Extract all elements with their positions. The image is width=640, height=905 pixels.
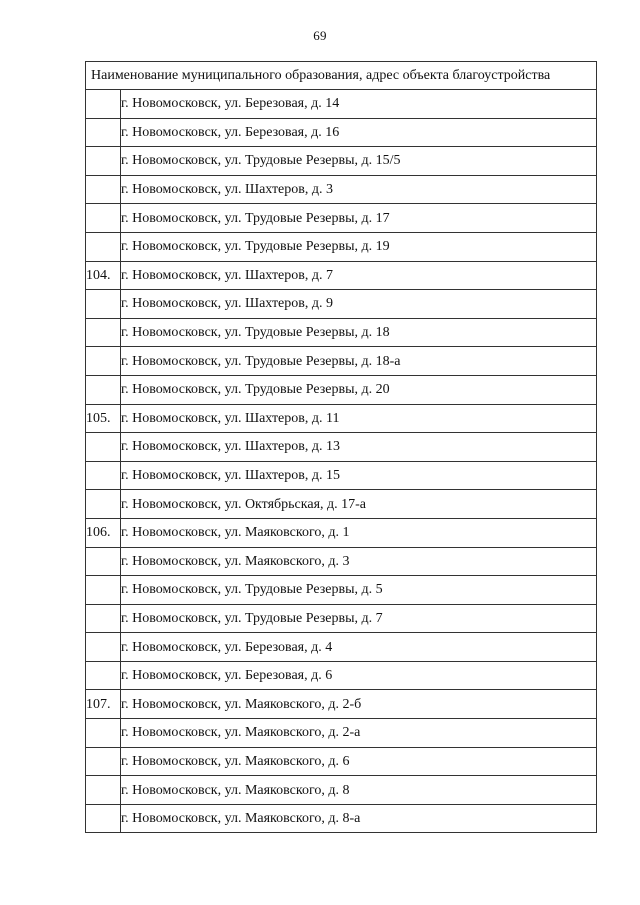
address-cell: г. Новомосковск, ул. Шахтеров, д. 15 (121, 461, 597, 490)
row-number (86, 604, 121, 633)
table-row (86, 290, 597, 319)
table-row (86, 433, 597, 462)
row-number (86, 147, 121, 176)
row-number (86, 433, 121, 462)
address-cell: г. Новомосковск, ул. Маяковского, д. 8 (121, 776, 597, 805)
address-cell: г. Новомосковск, ул. Маяковского, д. 2-б (121, 690, 597, 719)
address-cell: г. Новомосковск, ул. Трудовые Резервы, д. 20 (121, 375, 597, 404)
table-header-row (86, 62, 597, 90)
address-cell: г. Новомосковск, ул. Октябрьская, д. 17-а (121, 490, 597, 519)
row-number (86, 490, 121, 519)
row-number (86, 719, 121, 748)
row-number (86, 776, 121, 805)
address-cell: г. Новомосковск, ул. Трудовые Резервы, д. 18-а (121, 347, 597, 376)
table-row (86, 719, 597, 748)
row-number: 107. (86, 690, 121, 719)
address-cell: г. Новомосковск, ул. Шахтеров, д. 3 (121, 175, 597, 204)
address-cell: г. Новомосковск, ул. Трудовые Резервы, д. 19 (121, 232, 597, 261)
address-cell: г. Новомосковск, ул. Березовая, д. 14 (121, 90, 597, 119)
table-body (86, 90, 597, 833)
table-row (86, 318, 597, 347)
table-row (86, 747, 597, 776)
address-cell: г. Новомосковск, ул. Маяковского, д. 1 (121, 518, 597, 547)
table-row (86, 147, 597, 176)
table-row (86, 604, 597, 633)
row-number (86, 347, 121, 376)
table-row (86, 633, 597, 662)
row-number (86, 90, 121, 119)
address-cell: г. Новомосковск, ул. Трудовые Резервы, д. 15/5 (121, 147, 597, 176)
table-row (86, 204, 597, 233)
address-cell: г. Новомосковск, ул. Березовая, д. 4 (121, 633, 597, 662)
address-cell: г. Новомосковск, ул. Маяковского, д. 8-а (121, 804, 597, 833)
address-cell: г. Новомосковск, ул. Шахтеров, д. 9 (121, 290, 597, 319)
table-row (86, 347, 597, 376)
table-row (86, 375, 597, 404)
table-row (86, 576, 597, 605)
row-number (86, 175, 121, 204)
row-number (86, 461, 121, 490)
row-number (86, 118, 121, 147)
row-number (86, 661, 121, 690)
table-row (86, 118, 597, 147)
address-cell: г. Новомосковск, ул. Шахтеров, д. 13 (121, 433, 597, 462)
address-cell: г. Новомосковск, ул. Березовая, д. 16 (121, 118, 597, 147)
table-row (86, 461, 597, 490)
row-number (86, 290, 121, 319)
address-cell: г. Новомосковск, ул. Трудовые Резервы, д. 7 (121, 604, 597, 633)
table-row (86, 518, 597, 547)
table-row (86, 261, 597, 290)
row-number (86, 576, 121, 605)
row-number (86, 318, 121, 347)
row-number (86, 547, 121, 576)
row-number (86, 375, 121, 404)
row-number: 104. (86, 261, 121, 290)
row-number (86, 204, 121, 233)
address-cell: г. Новомосковск, ул. Маяковского, д. 2-а (121, 719, 597, 748)
address-cell: г. Новомосковск, ул. Березовая, д. 6 (121, 661, 597, 690)
table-header: Наименование муниципального образования, адрес объекта благоустройства (86, 62, 597, 90)
address-cell: г. Новомосковск, ул. Трудовые Резервы, д. 17 (121, 204, 597, 233)
row-number: 106. (86, 518, 121, 547)
address-cell: г. Новомосковск, ул. Трудовые Резервы, д. 18 (121, 318, 597, 347)
table-row (86, 232, 597, 261)
row-number (86, 804, 121, 833)
table-row (86, 175, 597, 204)
address-cell: г. Новомосковск, ул. Шахтеров, д. 11 (121, 404, 597, 433)
row-number (86, 232, 121, 261)
page-number: 69 (313, 28, 327, 43)
address-cell: г. Новомосковск, ул. Трудовые Резервы, д. 5 (121, 576, 597, 605)
table-row (86, 804, 597, 833)
table-row (86, 404, 597, 433)
table-row (86, 661, 597, 690)
row-number (86, 747, 121, 776)
row-number: 105. (86, 404, 121, 433)
address-cell: г. Новомосковск, ул. Шахтеров, д. 7 (121, 261, 597, 290)
address-table (85, 61, 597, 833)
row-number (86, 633, 121, 662)
address-cell: г. Новомосковск, ул. Маяковского, д. 3 (121, 547, 597, 576)
address-cell: г. Новомосковск, ул. Маяковского, д. 6 (121, 747, 597, 776)
table-row (86, 690, 597, 719)
table-row (86, 490, 597, 519)
table-row (86, 776, 597, 805)
table-row (86, 547, 597, 576)
table-row (86, 90, 597, 119)
